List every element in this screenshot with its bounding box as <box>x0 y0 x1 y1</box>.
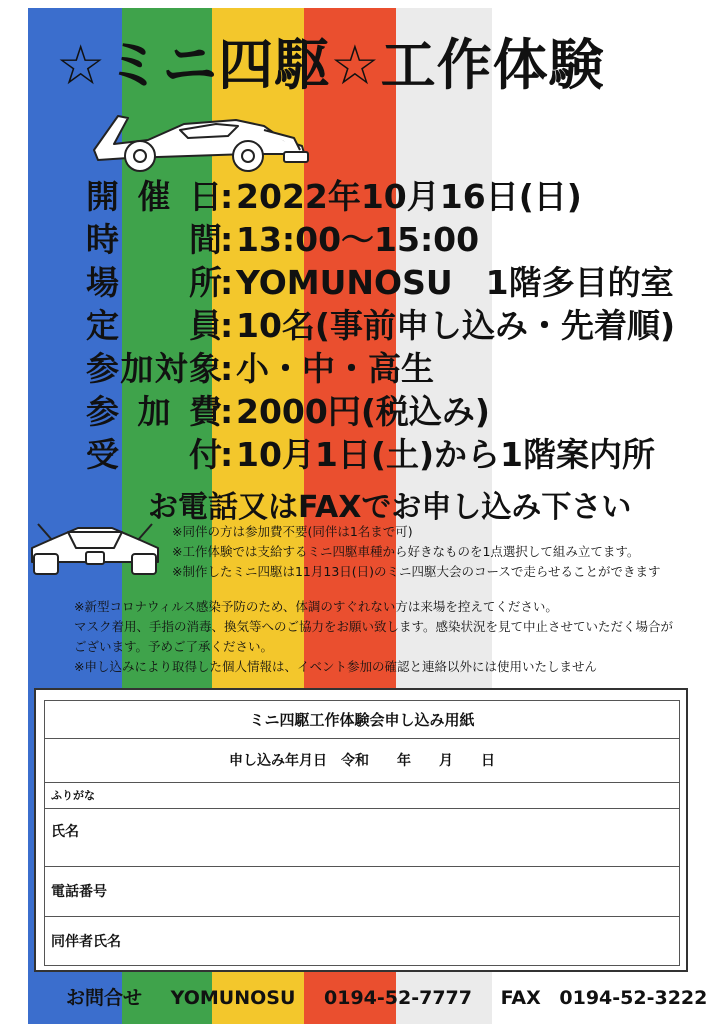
info-value-time: 13:00～15:00 <box>236 220 480 259</box>
form-title: ミニ四駆工作体験会申し込み用紙 <box>45 701 679 739</box>
event-notes <box>172 522 661 582</box>
colon: : <box>220 435 234 474</box>
info-value-reception: 10月1日(土)から1階案内所 <box>236 435 656 474</box>
companion-name-field[interactable] <box>45 917 679 965</box>
info-label-reception: 受 付 <box>86 435 222 474</box>
info-label-date: 開 催 日 <box>86 177 222 216</box>
furigana-label: ふりがな <box>51 789 95 802</box>
phone-label: 電話番号 <box>51 884 107 900</box>
colon: : <box>220 177 234 216</box>
note-line: ※新型コロナウィルス感染予防のため、体調のすぐれない方は来場を控えてください。 <box>74 599 558 614</box>
mini4wd-car-front-icon <box>28 518 162 580</box>
mini4wd-car-side-icon <box>88 110 312 176</box>
name-field[interactable] <box>45 809 679 867</box>
info-label-place: 場 所 <box>86 263 222 302</box>
note-line: ございます。予めご了承ください。 <box>74 639 274 654</box>
info-label-fee: 参 加 費 <box>86 392 222 431</box>
colon: : <box>220 263 234 302</box>
info-value-place: YOMUNOSU 1階多目的室 <box>236 263 674 302</box>
info-value-date: 2022年10月16日(日) <box>236 177 582 216</box>
contact-org: YOMUNOSU <box>170 987 296 1009</box>
note-line: ※申し込みにより取得した個人情報は、イベント参加の確認と連絡以外には使用いたしません <box>74 659 597 674</box>
colon: : <box>220 349 234 388</box>
info-value-fee: 2000円(税込み) <box>236 392 491 431</box>
fax-label: FAX <box>500 987 541 1009</box>
info-label-time: 時 間 <box>86 220 222 259</box>
contact-phone[interactable]: 0194-52-7777 <box>324 987 472 1009</box>
colon: : <box>220 392 234 431</box>
note-line: ※工作体験では支給するミニ四駆車種から好きなものを1点選択して組み立てます。 <box>172 544 640 559</box>
note-line: ※同伴の方は参加費不要(同伴は1名まで可) <box>172 524 413 539</box>
contact-fax[interactable]: 0194-52-3222 <box>559 987 708 1009</box>
info-label-target: 参 加 対 象 <box>86 349 222 388</box>
contact-label: お問合せ <box>66 987 143 1009</box>
info-label-capacity: 定 員 <box>86 306 222 345</box>
name-label: 氏名 <box>51 824 79 840</box>
call-to-action: お電話又はFAXでお申し込み下さい <box>148 490 632 525</box>
application-date-field[interactable]: 申し込み年月日 令和 年 月 日 <box>45 739 679 783</box>
info-value-capacity: 10名(事前申し込み・先着順) <box>236 306 676 345</box>
poster-title: ☆ミニ四駆☆工作体験 <box>56 33 605 97</box>
contact-footer <box>66 983 707 1010</box>
info-value-target: 小・中・高生 <box>236 349 434 388</box>
application-form <box>34 688 688 972</box>
colon: : <box>220 220 234 259</box>
colon: : <box>220 306 234 345</box>
furigana-field[interactable] <box>45 783 679 809</box>
application-form-table <box>44 700 680 966</box>
note-line: ※制作したミニ四駆は11月13日(日)のミニ四駆大会のコースで走らせることができます <box>172 564 661 579</box>
note-line: マスク着用、手指の消毒、換気等へのご協力をお願い致します。感染状況を見て中止させていただく場合が <box>74 619 674 634</box>
general-notes <box>74 597 673 677</box>
phone-field[interactable] <box>45 867 679 917</box>
companion-name-label: 同伴者氏名 <box>51 934 121 950</box>
